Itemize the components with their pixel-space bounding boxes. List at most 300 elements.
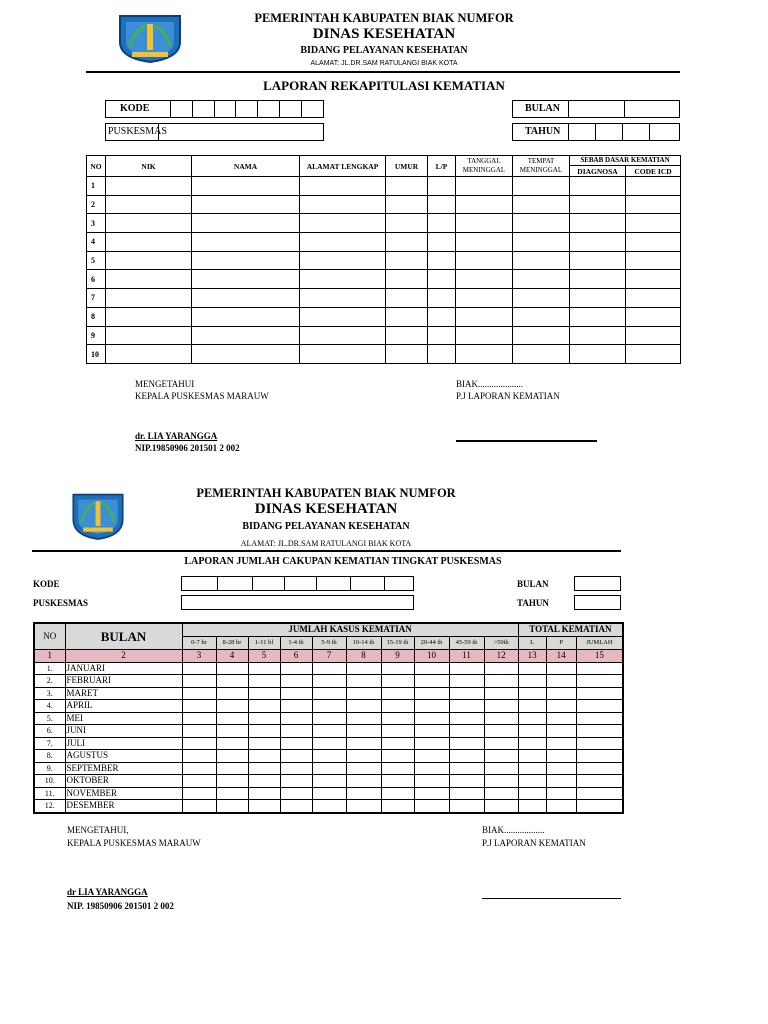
table-cell[interactable] xyxy=(518,687,546,700)
table-cell[interactable] xyxy=(280,737,312,750)
table-cell[interactable] xyxy=(300,195,386,214)
table-cell[interactable] xyxy=(346,750,381,763)
table-cell[interactable] xyxy=(381,787,414,800)
table-cell[interactable] xyxy=(449,762,484,775)
table-cell[interactable] xyxy=(182,675,216,688)
table-cell[interactable] xyxy=(280,700,312,713)
form1-kode-label: KODE xyxy=(120,103,150,114)
table-cell[interactable] xyxy=(414,725,449,738)
table-cell[interactable] xyxy=(280,675,312,688)
table-cell[interactable] xyxy=(456,177,513,196)
row-number: 7. xyxy=(34,737,65,750)
table-cell[interactable] xyxy=(386,251,428,270)
table-cell[interactable] xyxy=(484,712,518,725)
table-cell[interactable] xyxy=(513,289,570,308)
table-cell[interactable] xyxy=(428,177,456,196)
table-cell[interactable] xyxy=(312,762,346,775)
table-cell[interactable] xyxy=(346,662,381,675)
table-cell[interactable] xyxy=(449,787,484,800)
table-cell[interactable] xyxy=(216,712,248,725)
table-cell[interactable] xyxy=(280,725,312,738)
table-cell[interactable] xyxy=(346,787,381,800)
table-cell[interactable] xyxy=(216,800,248,813)
table-cell[interactable] xyxy=(182,725,216,738)
table-cell[interactable] xyxy=(280,750,312,763)
table-cell[interactable] xyxy=(428,270,456,289)
table-cell[interactable] xyxy=(381,750,414,763)
table-cell[interactable] xyxy=(280,712,312,725)
table-cell[interactable] xyxy=(456,307,513,326)
table-cell[interactable] xyxy=(381,762,414,775)
table-cell[interactable] xyxy=(546,762,576,775)
row-number: 11. xyxy=(34,787,65,800)
table-cell[interactable] xyxy=(518,750,546,763)
table-row xyxy=(87,345,681,364)
table-cell[interactable] xyxy=(248,725,280,738)
table-cell[interactable] xyxy=(192,214,300,233)
table-cell[interactable] xyxy=(570,345,626,364)
table-cell[interactable] xyxy=(546,662,576,675)
table-cell[interactable] xyxy=(570,289,626,308)
table-cell[interactable] xyxy=(381,712,414,725)
month-name: APRIL xyxy=(65,700,182,713)
table-cell[interactable] xyxy=(513,326,570,345)
age-group-header: 45-59 th xyxy=(449,636,484,649)
column-number: 7 xyxy=(312,649,346,662)
table-cell[interactable] xyxy=(484,775,518,788)
table-cell[interactable] xyxy=(248,775,280,788)
form2-sig-left2: KEPALA PUSKESMAS MARAUW xyxy=(67,838,201,848)
table-cell[interactable] xyxy=(570,177,626,196)
table-cell[interactable] xyxy=(518,787,546,800)
age-group-header: >59th xyxy=(484,636,518,649)
table-cell[interactable] xyxy=(248,737,280,750)
table-cell[interactable] xyxy=(484,662,518,675)
table-cell[interactable] xyxy=(626,270,681,289)
form1-tahun-box[interactable] xyxy=(512,123,680,141)
table-cell[interactable] xyxy=(518,662,546,675)
form1-header-line3: BIDANG PELAYANAN KESEHATAN xyxy=(300,45,468,56)
table-cell[interactable] xyxy=(484,737,518,750)
table-cell[interactable] xyxy=(484,800,518,813)
table-cell[interactable] xyxy=(248,700,280,713)
table-cell[interactable] xyxy=(626,345,681,364)
table-cell[interactable] xyxy=(381,675,414,688)
table-cell[interactable] xyxy=(386,345,428,364)
table-cell[interactable] xyxy=(428,214,456,233)
table-cell[interactable] xyxy=(346,775,381,788)
column-number: 2 xyxy=(65,649,182,662)
table-cell[interactable] xyxy=(192,307,300,326)
table-cell[interactable] xyxy=(300,289,386,308)
table-cell[interactable] xyxy=(576,800,623,813)
table-cell[interactable] xyxy=(312,700,346,713)
table-cell[interactable] xyxy=(280,687,312,700)
table-cell[interactable] xyxy=(106,289,192,308)
table-cell[interactable] xyxy=(248,687,280,700)
col-nik: NIK xyxy=(106,156,192,177)
table-cell[interactable] xyxy=(312,662,346,675)
table-cell[interactable] xyxy=(518,725,546,738)
table-cell[interactable] xyxy=(570,307,626,326)
table-cell[interactable] xyxy=(414,687,449,700)
table-cell[interactable] xyxy=(248,762,280,775)
table-cell[interactable] xyxy=(513,345,570,364)
table-cell[interactable] xyxy=(449,725,484,738)
table-cell[interactable] xyxy=(428,307,456,326)
table-cell[interactable] xyxy=(570,270,626,289)
table-cell[interactable] xyxy=(414,787,449,800)
form1-puskesmas-label: PUSKESMAS xyxy=(108,126,167,137)
row-number: 5 xyxy=(87,251,106,270)
table-cell[interactable] xyxy=(300,177,386,196)
table-cell[interactable] xyxy=(216,662,248,675)
table-cell[interactable] xyxy=(518,762,546,775)
table-cell[interactable] xyxy=(626,233,681,252)
table-cell[interactable] xyxy=(216,737,248,750)
table-cell[interactable] xyxy=(414,700,449,713)
table-cell[interactable] xyxy=(456,195,513,214)
table-cell[interactable] xyxy=(546,725,576,738)
month-name: SEPTEMBER xyxy=(65,762,182,775)
table-cell[interactable] xyxy=(456,270,513,289)
table-cell[interactable] xyxy=(576,725,623,738)
table-cell[interactable] xyxy=(576,700,623,713)
col-no: NO xyxy=(87,156,106,177)
table-cell[interactable] xyxy=(192,270,300,289)
table-cell[interactable] xyxy=(518,737,546,750)
table-cell[interactable] xyxy=(381,775,414,788)
table-cell[interactable] xyxy=(626,177,681,196)
table-cell[interactable] xyxy=(414,750,449,763)
table-cell[interactable] xyxy=(192,177,300,196)
table-cell[interactable] xyxy=(456,289,513,308)
table-cell[interactable] xyxy=(428,289,456,308)
table-cell[interactable] xyxy=(576,712,623,725)
table-cell[interactable] xyxy=(216,675,248,688)
table-cell[interactable] xyxy=(248,675,280,688)
table-cell[interactable] xyxy=(182,712,216,725)
table-cell[interactable] xyxy=(449,750,484,763)
table-cell[interactable] xyxy=(546,800,576,813)
table-cell[interactable] xyxy=(428,251,456,270)
table-cell[interactable] xyxy=(300,214,386,233)
table-cell[interactable] xyxy=(106,345,192,364)
form2-kode-box[interactable] xyxy=(181,576,414,591)
col2-bulan: BULAN xyxy=(65,623,182,649)
table-cell[interactable] xyxy=(414,762,449,775)
table-cell[interactable] xyxy=(518,800,546,813)
table-cell[interactable] xyxy=(518,700,546,713)
table-cell[interactable] xyxy=(182,687,216,700)
table-cell[interactable] xyxy=(570,251,626,270)
table-cell[interactable] xyxy=(576,750,623,763)
table-cell[interactable] xyxy=(280,762,312,775)
table-cell[interactable] xyxy=(456,233,513,252)
table-cell[interactable] xyxy=(216,775,248,788)
table-cell[interactable] xyxy=(449,700,484,713)
table-cell[interactable] xyxy=(484,687,518,700)
table-cell[interactable] xyxy=(414,675,449,688)
table-cell[interactable] xyxy=(346,725,381,738)
table-cell[interactable] xyxy=(312,712,346,725)
column-number: 3 xyxy=(182,649,216,662)
table-cell[interactable] xyxy=(546,775,576,788)
table-cell[interactable] xyxy=(576,687,623,700)
table-cell[interactable] xyxy=(626,214,681,233)
table-cell[interactable] xyxy=(216,762,248,775)
table-cell[interactable] xyxy=(248,662,280,675)
table-cell[interactable] xyxy=(484,725,518,738)
table-cell[interactable] xyxy=(216,700,248,713)
table-cell[interactable] xyxy=(346,800,381,813)
table-cell[interactable] xyxy=(386,289,428,308)
table-cell[interactable] xyxy=(546,712,576,725)
table-cell[interactable] xyxy=(386,270,428,289)
table-cell[interactable] xyxy=(414,712,449,725)
table-cell[interactable] xyxy=(346,737,381,750)
table-cell[interactable] xyxy=(106,270,192,289)
table-cell[interactable] xyxy=(182,700,216,713)
table-cell[interactable] xyxy=(414,800,449,813)
table-cell[interactable] xyxy=(449,675,484,688)
row-number: 12. xyxy=(34,800,65,813)
table-cell[interactable] xyxy=(570,326,626,345)
table-cell[interactable] xyxy=(106,177,192,196)
table-cell[interactable] xyxy=(248,800,280,813)
table-cell[interactable] xyxy=(546,675,576,688)
table-cell[interactable] xyxy=(449,737,484,750)
table-cell[interactable] xyxy=(576,675,623,688)
table-cell[interactable] xyxy=(248,712,280,725)
table-cell[interactable] xyxy=(576,762,623,775)
table-cell[interactable] xyxy=(449,775,484,788)
column-number: 4 xyxy=(216,649,248,662)
table-cell[interactable] xyxy=(106,233,192,252)
table-row xyxy=(34,662,623,675)
form2-tahun-box[interactable] xyxy=(574,595,621,610)
form1-bulan-box[interactable] xyxy=(512,100,680,118)
table-cell[interactable] xyxy=(182,662,216,675)
table-cell[interactable] xyxy=(456,214,513,233)
table-cell[interactable] xyxy=(626,307,681,326)
table-cell[interactable] xyxy=(300,233,386,252)
table-cell[interactable] xyxy=(182,787,216,800)
table-cell[interactable] xyxy=(216,750,248,763)
table-cell[interactable] xyxy=(381,687,414,700)
col-lp: L/P xyxy=(428,156,456,177)
table-cell[interactable] xyxy=(312,800,346,813)
table-cell[interactable] xyxy=(182,750,216,763)
table-cell[interactable] xyxy=(182,737,216,750)
form2-sig-name: dr LIA YARANGGA xyxy=(67,887,148,897)
table-cell[interactable] xyxy=(346,762,381,775)
table-cell[interactable] xyxy=(300,326,386,345)
table-cell[interactable] xyxy=(626,289,681,308)
table-cell[interactable] xyxy=(106,195,192,214)
table-cell[interactable] xyxy=(576,787,623,800)
table-cell[interactable] xyxy=(570,195,626,214)
table-cell[interactable] xyxy=(626,326,681,345)
table-cell[interactable] xyxy=(428,233,456,252)
table-cell[interactable] xyxy=(576,737,623,750)
table-cell[interactable] xyxy=(300,270,386,289)
table-cell[interactable] xyxy=(192,345,300,364)
table-cell[interactable] xyxy=(386,307,428,326)
table-cell[interactable] xyxy=(280,775,312,788)
table-cell[interactable] xyxy=(386,177,428,196)
table-cell[interactable] xyxy=(414,775,449,788)
table-cell[interactable] xyxy=(414,662,449,675)
row-number: 2 xyxy=(87,195,106,214)
table-cell[interactable] xyxy=(386,326,428,345)
form1-sig-right2: P.J LAPORAN KEMATIAN xyxy=(456,391,560,401)
table-cell[interactable] xyxy=(182,775,216,788)
table-cell[interactable] xyxy=(576,662,623,675)
table-cell[interactable] xyxy=(626,195,681,214)
table-cell[interactable] xyxy=(546,750,576,763)
form1-sig-name: dr. LIA YARANGGA xyxy=(135,431,218,441)
table-cell[interactable] xyxy=(518,712,546,725)
table-cell[interactable] xyxy=(576,775,623,788)
table-cell[interactable] xyxy=(513,177,570,196)
table-cell[interactable] xyxy=(546,700,576,713)
table-cell[interactable] xyxy=(513,195,570,214)
table-cell[interactable] xyxy=(216,687,248,700)
table-cell[interactable] xyxy=(312,675,346,688)
table-cell[interactable] xyxy=(414,737,449,750)
table-cell[interactable] xyxy=(546,737,576,750)
table-cell[interactable] xyxy=(518,775,546,788)
form2-bulan-box[interactable] xyxy=(574,576,621,591)
table-row xyxy=(34,700,623,713)
table-cell[interactable] xyxy=(456,345,513,364)
table-cell[interactable] xyxy=(312,787,346,800)
form2-title: LAPORAN JUMLAH CAKUPAN KEMATIAN TINGKAT PUSKESMAS xyxy=(184,556,502,567)
table-cell[interactable] xyxy=(346,712,381,725)
table-cell[interactable] xyxy=(346,687,381,700)
form1-kode-box[interactable] xyxy=(105,100,324,118)
table-cell[interactable] xyxy=(280,800,312,813)
table-cell[interactable] xyxy=(626,251,681,270)
table-cell[interactable] xyxy=(248,787,280,800)
table-cell[interactable] xyxy=(192,195,300,214)
form1-puskesmas-box[interactable] xyxy=(105,123,324,141)
table-cell[interactable] xyxy=(381,725,414,738)
table-cell[interactable] xyxy=(484,700,518,713)
column-number: 1 xyxy=(34,649,65,662)
table-cell[interactable] xyxy=(518,675,546,688)
table-cell[interactable] xyxy=(106,214,192,233)
table-cell[interactable] xyxy=(182,762,216,775)
table-cell[interactable] xyxy=(513,214,570,233)
regency-logo xyxy=(116,12,184,64)
form2-puskesmas-box[interactable] xyxy=(181,595,414,610)
table-cell[interactable] xyxy=(312,737,346,750)
table-cell[interactable] xyxy=(381,800,414,813)
col-umur: UMUR xyxy=(386,156,428,177)
table-cell[interactable] xyxy=(456,326,513,345)
table-cell[interactable] xyxy=(449,662,484,675)
table-cell[interactable] xyxy=(192,251,300,270)
form2-tahun-label: TAHUN xyxy=(517,598,549,608)
table-cell[interactable] xyxy=(300,307,386,326)
month-name: MARET xyxy=(65,687,182,700)
table-cell[interactable] xyxy=(381,662,414,675)
form2-sign-line xyxy=(482,898,621,899)
table-cell[interactable] xyxy=(192,289,300,308)
row-number: 10 xyxy=(87,345,106,364)
table-cell[interactable] xyxy=(513,307,570,326)
table-cell[interactable] xyxy=(312,687,346,700)
table-cell[interactable] xyxy=(192,326,300,345)
table-row xyxy=(34,800,623,813)
table-cell[interactable] xyxy=(280,787,312,800)
table-cell[interactable] xyxy=(513,233,570,252)
table-row xyxy=(87,251,681,270)
table-cell[interactable] xyxy=(300,345,386,364)
table-cell[interactable] xyxy=(484,675,518,688)
table-cell[interactable] xyxy=(386,233,428,252)
table-cell[interactable] xyxy=(484,750,518,763)
table-cell[interactable] xyxy=(312,725,346,738)
table-cell[interactable] xyxy=(546,787,576,800)
form2-sig-right1: BIAK.................. xyxy=(482,825,545,835)
row-number: 5. xyxy=(34,712,65,725)
table-cell[interactable] xyxy=(449,800,484,813)
form1-death-table xyxy=(86,155,681,364)
table-row xyxy=(87,307,681,326)
row-number: 1 xyxy=(87,177,106,196)
table-cell[interactable] xyxy=(346,700,381,713)
table-cell[interactable] xyxy=(570,214,626,233)
table-cell[interactable] xyxy=(312,750,346,763)
table-cell[interactable] xyxy=(106,307,192,326)
total-jumlah-header: JUMLAH xyxy=(576,636,623,649)
table-cell[interactable] xyxy=(216,787,248,800)
table-cell[interactable] xyxy=(428,345,456,364)
table-cell[interactable] xyxy=(182,800,216,813)
table-cell[interactable] xyxy=(346,675,381,688)
table-cell[interactable] xyxy=(381,737,414,750)
table-cell[interactable] xyxy=(312,775,346,788)
table-cell[interactable] xyxy=(192,233,300,252)
table-cell[interactable] xyxy=(300,251,386,270)
table-cell[interactable] xyxy=(484,762,518,775)
table-cell[interactable] xyxy=(106,326,192,345)
table-cell[interactable] xyxy=(570,233,626,252)
table-cell[interactable] xyxy=(428,326,456,345)
table-cell[interactable] xyxy=(428,195,456,214)
table-cell[interactable] xyxy=(386,195,428,214)
table-cell[interactable] xyxy=(449,712,484,725)
table-cell[interactable] xyxy=(386,214,428,233)
table-cell[interactable] xyxy=(484,787,518,800)
table-cell[interactable] xyxy=(513,270,570,289)
table-cell[interactable] xyxy=(456,251,513,270)
table-cell[interactable] xyxy=(248,750,280,763)
table-cell[interactable] xyxy=(546,687,576,700)
form1-header-rule xyxy=(86,71,680,73)
age-group-header: 0-7 hr xyxy=(182,636,216,649)
table-cell[interactable] xyxy=(280,662,312,675)
table-cell[interactable] xyxy=(449,687,484,700)
table-cell[interactable] xyxy=(513,251,570,270)
table-cell[interactable] xyxy=(216,725,248,738)
table-cell[interactable] xyxy=(106,251,192,270)
form1-bulan-label: BULAN xyxy=(525,103,561,114)
table-cell[interactable] xyxy=(381,700,414,713)
